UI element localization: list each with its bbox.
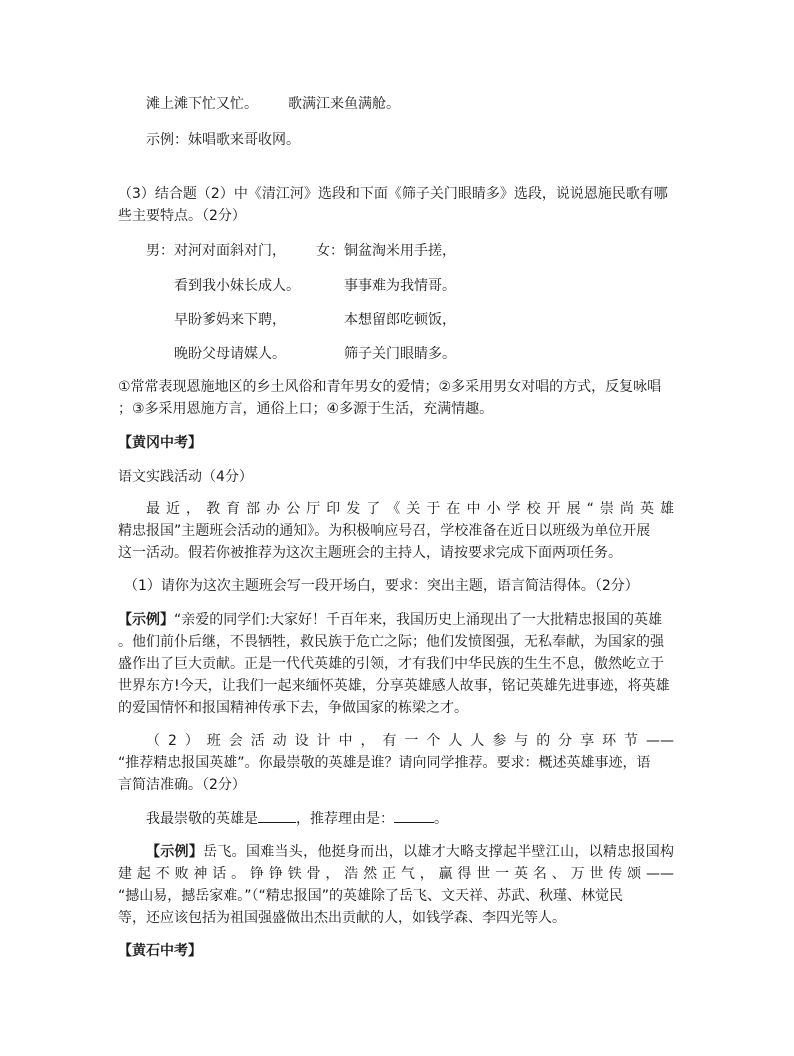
song2-male-3: 早盼爹妈来下聘，: [174, 312, 286, 328]
example2-tag: 【示例】: [146, 844, 204, 860]
song-line-left: 滩上滩下忙又忙。: [146, 96, 258, 112]
song2-female-3: 本想留郎吃顿饭，: [344, 312, 456, 328]
song2-male-1: 男：对河对面斜对门，: [146, 243, 286, 259]
example1-line3: 盛作出了巨大贡献。正是一代代英雄的引领，才有我们中华民族的生生不息，傲然屹立于: [118, 656, 664, 672]
intro-line2: 精忠报国”主题班会活动的通知》。为积极响应号召，学校准备在近日以班级为单位开展: [118, 523, 651, 539]
song2-female-1: 女：铜盆淘米用手搓，: [316, 243, 456, 259]
intro-line3: 这一活动。假若你被推荐为这次主题班会的主持人，请按要求完成下面两项任务。: [118, 545, 622, 561]
example2-line2: 建起不败神话。铮铮铁骨，浩然正气，赢得世一英名、万世传颂——: [118, 866, 674, 882]
example1-line4: 世界东方!今天，让我们一起来缅怀英雄，分享英雄感人故事，铭记英雄先进事迹，将英雄: [118, 678, 670, 694]
example2-line3: “撼山易，撼岳家难。”（“精忠报国”的英雄除了岳飞、文天祥、苏武、秋瑾、林觉民: [118, 888, 624, 904]
q3-line1: （3）结合题（2）中《清江河》选段和下面《筛子关门眼睛多》选段，说说恩施民歌有哪: [118, 186, 668, 202]
song2-male-4: 晚盼父母请媒人。: [174, 346, 286, 362]
hero-blank: [258, 808, 296, 823]
example1-line1: 【示例】“亲爱的同学们:大家好！千百年来，我国历史上涌现出了一大批精忠报国的英雄: [118, 612, 662, 628]
activity-title: 语文实践活动（4分）: [118, 469, 253, 485]
q3-line2: 些主要特点。（2分）: [118, 208, 246, 224]
song2-female-4: 筛子关门眼睛多。: [344, 346, 456, 362]
task2-line3: 言简洁准确。（2分）: [118, 777, 246, 793]
reason-blank: [394, 808, 434, 823]
song2-male-2: 看到我小妹长成人。: [174, 278, 300, 294]
task2-line2: “推荐精忠报国英雄”。你最崇敬的英雄是谁？请向同学推荐。要求：概述英雄事迹，语: [118, 755, 651, 771]
answer3-line1: ①常常表现恩施地区的乡土风俗和青年男女的爱情；②多采用男女对唱的方式，反复咏唱: [118, 379, 662, 395]
song2-female-2: 事事难为我情哥。: [344, 278, 456, 294]
task2-line1: （2）班会活动设计中，有一个人人参与的分享环节——: [146, 733, 674, 749]
fill-in-sentence: 我最崇敬的英雄是 ，推荐理由是： 。: [146, 808, 448, 829]
example2-line1: 【示例】岳飞。国难当头，他挺身而出，以雄才大略支撑起半壁江山，以精忠报国构: [146, 844, 675, 860]
example1-line5: 的爱国情怀和报国精神传承下去，争做国家的栋梁之才。: [118, 700, 468, 716]
answer3-line2: ；③多采用恩施方言，通俗上口；④多源于生活，充满情趣。: [118, 401, 494, 417]
intro-line1: 最近，教育部办公厅印发了《关于在中小学校开展“崇尚英雄: [146, 501, 674, 517]
example1-line2: 。他们前仆后继，不畏牺牲，救民族于危亡之际；他们发愤图强，无私奉献，为国家的强: [118, 634, 664, 650]
song-example: 示例：妹唱歌来哥收网。: [146, 132, 300, 148]
task1-question: （1）请你为这次主题班会写一段开场白，要求：突出主题，语言简洁得体。（2分）: [124, 578, 639, 594]
section-heading-huangshi: 【黄石中考】: [118, 943, 202, 959]
example2-line4: 等，还应该包括为祖国强盛做出杰出贡献的人，如钱学森、李四光等人。: [118, 910, 566, 926]
example-tag: 【示例】: [118, 612, 174, 628]
section-heading-huanggang: 【黄冈中考】: [118, 435, 202, 451]
song-line-right: 歌满江来鱼满舱。: [288, 96, 400, 112]
